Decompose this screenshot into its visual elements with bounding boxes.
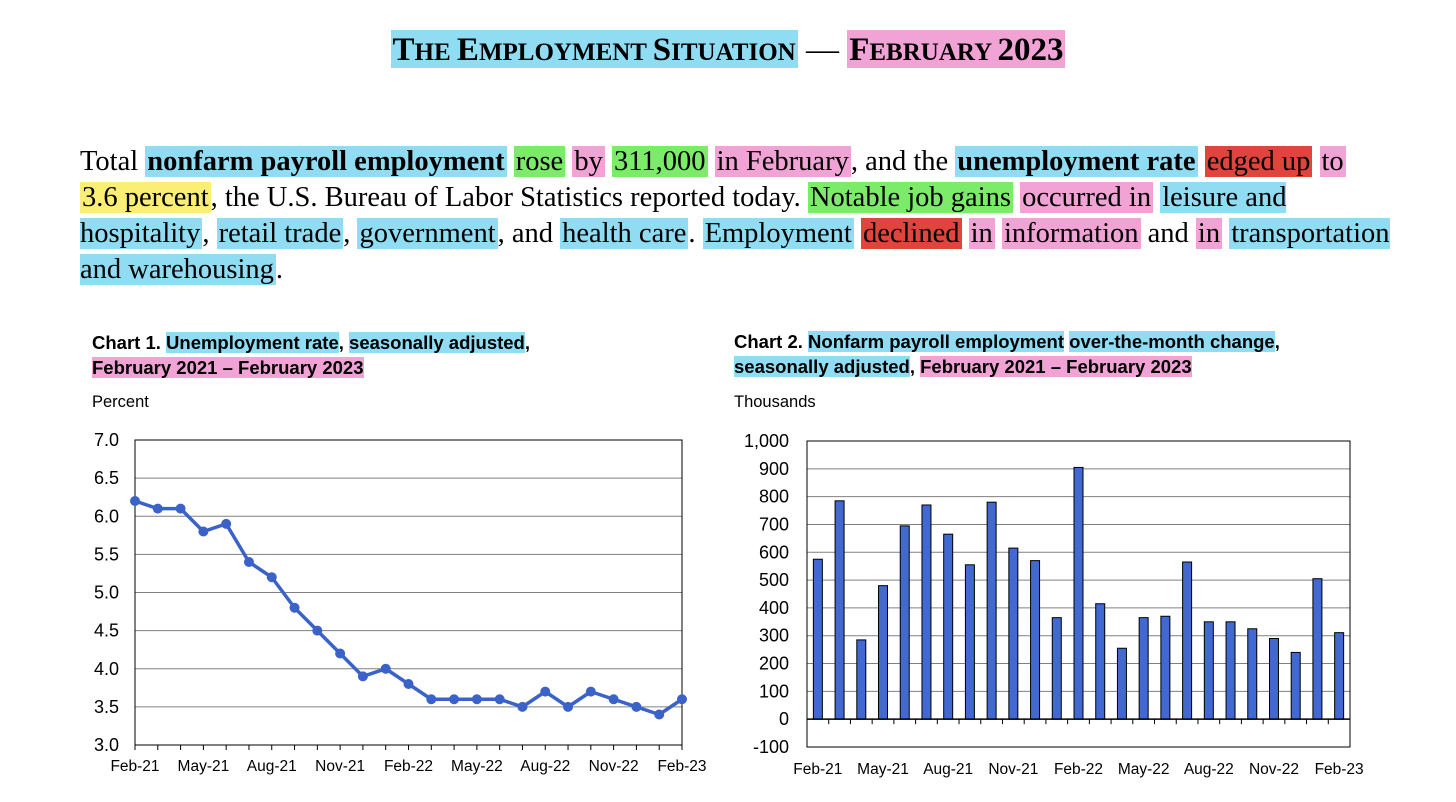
chart2-bar [1009, 548, 1018, 719]
chart2-bar [835, 501, 844, 719]
chart1-data-point [495, 694, 505, 704]
chart1-data-point [472, 694, 482, 704]
chart1-xtick-label: Feb-23 [657, 758, 707, 775]
chart2-xtick-label: Feb-21 [793, 761, 843, 778]
chart1-data-point [358, 671, 368, 681]
chart2-ytick-label: 900 [758, 458, 789, 479]
title-highlight-1: THE EMPLOYMENT SITUATION [392, 32, 796, 68]
title-highlight-2: FEBRUARY 2023 [849, 32, 1064, 68]
chart1-unit-label: Percent [92, 393, 149, 411]
chart1-data-point [221, 519, 231, 529]
chart2-bar [1291, 652, 1300, 719]
chart2-bar [1074, 467, 1083, 719]
chart1-data-point [130, 496, 140, 506]
chart2-bar [900, 526, 909, 719]
chart2-bar [1031, 561, 1040, 720]
chart1-data-point [290, 603, 300, 613]
chart2-bar [1052, 618, 1061, 720]
chart2-bar [1335, 633, 1344, 720]
chart1-data-point [312, 626, 322, 636]
chart1-title: Chart 1. Unemployment rate, seasonally adjusted, February 2021 – February 2023 [92, 332, 530, 378]
chart1-data-point [609, 694, 619, 704]
chart1-ytick-label: 5.0 [93, 582, 119, 603]
chart2-bar [1269, 639, 1278, 720]
chart1-data-point [244, 557, 254, 567]
chart2-bar [813, 559, 822, 719]
chart1-data-point [176, 504, 186, 514]
chart1-xtick-label: Aug-22 [520, 758, 571, 775]
chart2-ytick-label: 100 [758, 681, 789, 702]
chart1-data-point [654, 710, 664, 720]
title-dash: — [797, 32, 848, 68]
chart2-xtick-label: Feb-22 [1053, 761, 1104, 778]
chart2-ytick-label: 1,000 [743, 431, 789, 451]
chart2-ytick-label: 400 [758, 597, 789, 618]
chart2-ytick-label: -100 [752, 737, 789, 757]
chart2-ytick-label: 500 [758, 570, 789, 591]
chart2-xtick-label: Aug-22 [1183, 761, 1234, 778]
chart1-data-point [677, 694, 687, 704]
chart1-ytick-label: 5.5 [93, 544, 119, 565]
chart2-xtick-label: May-22 [1117, 761, 1170, 778]
chart2-xtick-label: Nov-21 [988, 761, 1039, 778]
chart2-bar [1096, 604, 1105, 719]
chart1-ytick-label: 6.5 [93, 468, 119, 489]
chart2-title: Chart 2. Nonfarm payroll employment over-the-month change, seasonally adjusted, February 2021 – February 2023 [734, 331, 1280, 377]
chart2-ytick-label: 600 [758, 542, 789, 563]
chart1-data-point [198, 527, 208, 537]
chart1-ytick-label: 3.5 [93, 696, 119, 717]
chart1-ytick-label: 7.0 [93, 430, 119, 450]
chart2-bar [944, 534, 953, 719]
chart2-bar [1248, 629, 1257, 719]
chart1-data-point [449, 694, 459, 704]
chart2-xtick-label: Aug-21 [923, 761, 974, 778]
chart2-bar [1313, 579, 1322, 719]
chart2-ytick-label: 0 [778, 709, 789, 730]
chart1-xtick-label: Nov-21 [315, 758, 366, 775]
chart2-bar [1226, 622, 1235, 719]
chart1-data-point [381, 664, 391, 674]
chart2-ytick-label: 700 [758, 514, 789, 535]
chart1-data-point [540, 687, 550, 697]
chart2-ytick-label: 200 [758, 653, 789, 674]
chart1-ytick-label: 6.0 [93, 506, 119, 527]
chart1-data-point [563, 702, 573, 712]
chart2-bar [1117, 648, 1126, 719]
chart2-ytick-label: 800 [758, 486, 789, 507]
chart1-data-point [267, 572, 277, 582]
chart2-bar [987, 502, 996, 719]
chart2-bar [922, 505, 931, 719]
chart2-bar [857, 640, 866, 719]
chart1-data-point [631, 702, 641, 712]
chart2-bar [879, 586, 888, 720]
chart1-xtick-label: Feb-21 [110, 758, 160, 775]
chart2-bar [1183, 562, 1192, 719]
chart2-bar [1161, 616, 1170, 719]
chart2-xtick-label: May-21 [857, 761, 909, 778]
chart2-bar [1204, 622, 1213, 719]
chart1-xtick-label: May-21 [177, 758, 230, 775]
summary-paragraph: Total nonfarm payroll employment rose by 311,000 in February, and the unemployment rate edged up to 3.6 percent, the U.S. Bureau of Labor Statistics reported today. Notable job gains occurred in leisure and hospitality, retail trade, government, and health care. Employment declined in information and in transportation and warehousing. [80, 146, 1390, 285]
chart1-xtick-label: May-22 [451, 758, 503, 775]
chart1-data-point [153, 504, 163, 514]
chart1-xtick-label: Feb-22 [383, 758, 434, 775]
chart1-ytick-label: 4.5 [93, 620, 119, 641]
chart1-ytick-label: 4.0 [93, 658, 119, 679]
chart1-data-point [586, 687, 596, 697]
chart2-unit-label: Thousands [734, 393, 816, 411]
chart1-xtick-label: Aug-21 [246, 758, 297, 775]
chart1-data-point [426, 694, 436, 704]
chart1-data-point [404, 679, 414, 689]
chart2-bar [965, 565, 974, 719]
chart2-ytick-label: 300 [758, 625, 789, 646]
chart2-bar [1139, 618, 1148, 720]
chart1-xtick-label: Nov-22 [588, 758, 639, 775]
chart2-xtick-label: Feb-23 [1314, 761, 1364, 778]
chart1-ytick-label: 3.0 [93, 735, 119, 755]
chart2-xtick-label: Nov-22 [1248, 761, 1299, 778]
chart1-data-point [517, 702, 527, 712]
chart1-data-point [335, 649, 345, 659]
